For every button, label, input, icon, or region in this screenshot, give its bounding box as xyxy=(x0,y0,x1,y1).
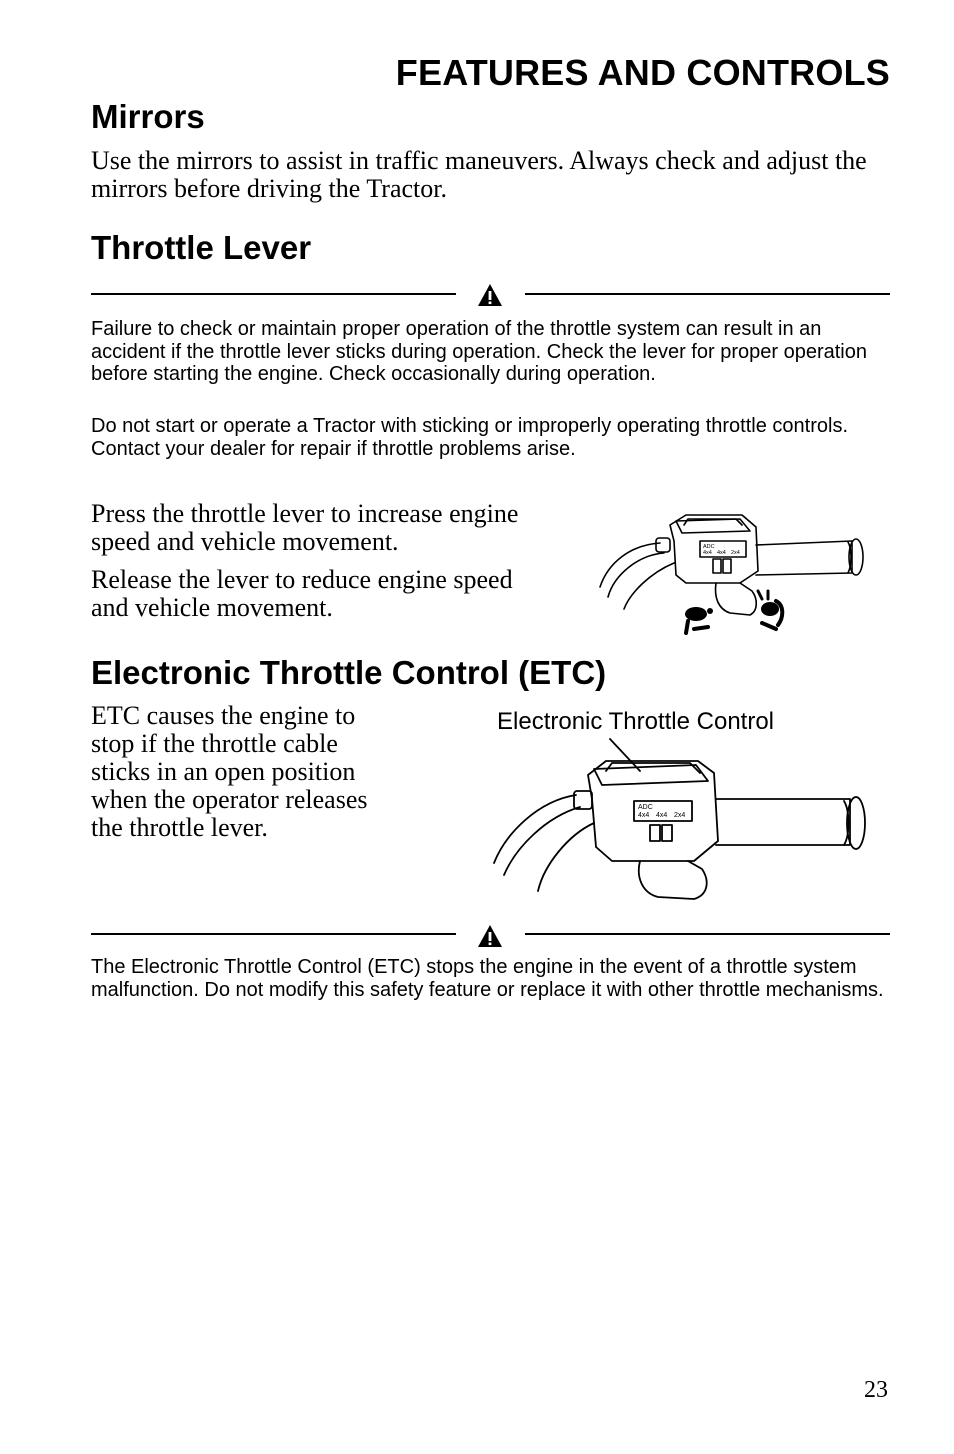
throttle-lever-illustration xyxy=(590,505,880,645)
figure1-label-2x4: 2x4 xyxy=(731,550,740,556)
warning-rule-left xyxy=(91,933,456,935)
mirrors-heading: Mirrors xyxy=(91,98,205,135)
etc-warning-paragraph: The Electronic Throttle Control (ETC) stops the engine in the event of a throttle system malfunction. Do not modify this safety feature or replace it with other throttle mechanisms. xyxy=(91,956,884,1001)
throttle-press-paragraph: Press the throttle lever to increase engine speed and vehicle movement. xyxy=(91,499,519,556)
rabbit-fast-icon xyxy=(758,591,782,629)
page-number: 23 xyxy=(864,1377,888,1403)
warning-rule-right xyxy=(525,293,890,295)
warning-divider-1 xyxy=(91,281,890,311)
figure1-label-adc: ADC xyxy=(703,544,715,550)
page-title: FEATURES AND CONTROLS xyxy=(395,52,890,93)
figure2-label-4x4-b: 4x4 xyxy=(656,812,668,819)
etc-paragraph: ETC causes the engine to stop if the throttle cable sticks in an open position when the operator releases the throttle lever. xyxy=(91,701,368,842)
etc-callout-label: Electronic Throttle Control xyxy=(497,708,775,735)
figure1-label-4x4-b: 4x4 xyxy=(717,550,726,556)
figure2-label-4x4-a: 4x4 xyxy=(638,812,650,819)
throttle-release-paragraph: Release the lever to reduce engine speed and vehicle movement. xyxy=(91,565,513,622)
warning-divider-2 xyxy=(91,922,890,952)
figure1-label-4x4-a: 4x4 xyxy=(703,550,712,556)
throttle-warning-paragraph-1: Failure to check or maintain proper operation of the throttle system can result in an accident if the throttle lever sticks during operation. Check the lever for proper operation before starting the engine. Check occasionally during operation. xyxy=(91,318,867,385)
figure2-label-adc: ADC xyxy=(638,804,653,811)
turtle-slow-icon xyxy=(685,607,713,633)
mirrors-paragraph: Use the mirrors to assist in traffic maneuvers. Always check and adjust the mirrors before driving the Tractor. xyxy=(91,146,867,203)
etc-illustration xyxy=(488,735,878,905)
etc-heading: Electronic Throttle Control (ETC) xyxy=(91,654,607,691)
throttle-lever-heading: Throttle Lever xyxy=(91,229,312,266)
warning-triangle-icon xyxy=(477,924,503,948)
figure2-label-2x4: 2x4 xyxy=(674,812,686,819)
throttle-warning-paragraph-2: Do not start or operate a Tractor with sticking or improperly operating throttle controls. Contact your dealer for repair if throttle problems arise. xyxy=(91,415,849,460)
warning-rule-right xyxy=(525,933,890,935)
warning-rule-left xyxy=(91,293,456,295)
warning-triangle-icon xyxy=(477,283,503,307)
